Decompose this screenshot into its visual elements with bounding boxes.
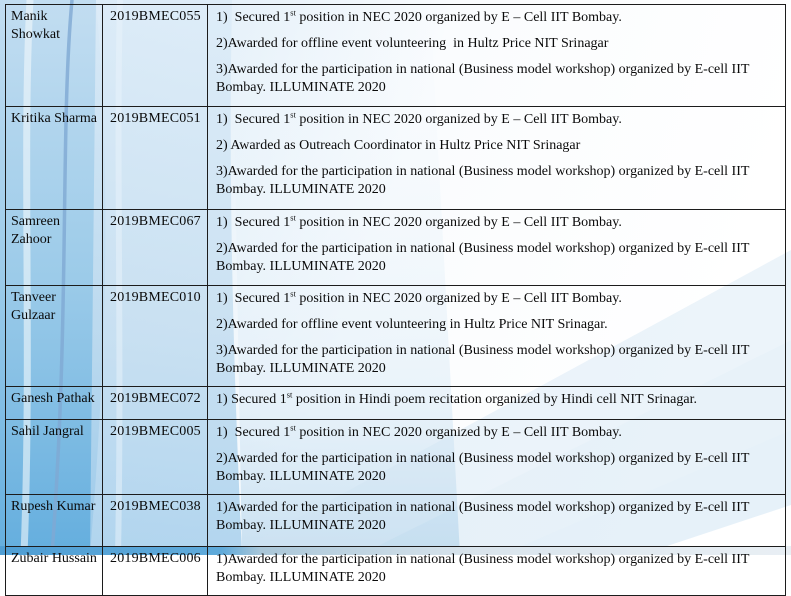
enrollment-cell: 2019BMEC067 [103,210,208,286]
table-row [6,210,786,286]
achievement-line: 3)Awarded for the participation in national (Business model workshop) organized by E-cell IIT Bombay. ILLUMINATE 2020 [216,164,753,197]
achievements-cell [208,387,786,420]
achievement-line: 2) Awarded as Outreach Coordinator in Hultz Price NIT Srinagar [216,138,581,153]
achievements-cell [208,107,786,210]
table-row [6,547,786,596]
achievement-line: 1) Secured 1st position in NEC 2020 organized by E – Cell IIT Bombay. [216,289,622,306]
table-row [6,5,786,107]
achievements-cell [208,547,786,596]
student-name-cell: Rupesh Kumar [6,495,103,547]
student-name-cell: Sahil Jangral [6,420,103,495]
achievement-line: 1)Awarded for the participation in national (Business model workshop) organized by E-cell IIT Bombay. ILLUMINATE 2020 [216,552,753,585]
achievement-line: 2)Awarded for the participation in national (Business model workshop) organized by E-cell IIT Bombay. ILLUMINATE 2020 [216,451,753,484]
achievement-line: 3)Awarded for the participation in national (Business model workshop) organized by E-cell IIT Bombay. ILLUMINATE 2020 [216,343,753,376]
student-name-cell: Tanveer Gulzaar [6,286,103,387]
achievement-line: 1) Secured 1st position in Hindi poem recitation organized by Hindi cell NIT Srinagar. [216,390,697,407]
student-name-cell: Kritika Sharma [6,107,103,210]
enrollment-cell: 2019BMEC005 [103,420,208,495]
student-name-cell: Zubair Hussain [6,547,103,596]
enrollment-cell: 2019BMEC010 [103,286,208,387]
achievement-line: 1) Secured 1st position in NEC 2020 organized by E – Cell IIT Bombay. [216,213,622,230]
enrollment-cell: 2019BMEC051 [103,107,208,210]
table-row [6,387,786,420]
enrollment-cell: 2019BMEC072 [103,387,208,420]
table-row [6,286,786,387]
table-row [6,495,786,547]
enrollment-cell: 2019BMEC055 [103,5,208,107]
achievement-line: 1) Secured 1st position in NEC 2020 organized by E – Cell IIT Bombay. [216,110,622,127]
table-row [6,420,786,495]
student-name-cell: Samreen Zahoor [6,210,103,286]
student-name-cell: Ganesh Pathak [6,387,103,420]
achievement-line: 2)Awarded for offline event volunteering in Hultz Price NIT Srinagar. [216,317,608,332]
achievement-line: 2)Awarded for the participation in national (Business model workshop) organized by E-cell IIT Bombay. ILLUMINATE 2020 [216,241,753,274]
achievements-cell [208,5,786,107]
achievement-line: 1)Awarded for the participation in national (Business model workshop) organized by E-cell IIT Bombay. ILLUMINATE 2020 [216,500,753,533]
table-row [6,107,786,210]
achievement-line: 3)Awarded for the participation in national (Business model workshop) organized by E-cell IIT Bombay. ILLUMINATE 2020 [216,62,753,95]
enrollment-cell: 2019BMEC038 [103,495,208,547]
achievement-line: 2)Awarded for offline event volunteering in Hultz Price NIT Srinagar [216,36,609,51]
achievements-cell [208,495,786,547]
achievement-line: 1) Secured 1st position in NEC 2020 organized by E – Cell IIT Bombay. [216,8,622,25]
achievements-cell [208,210,786,286]
achievements-cell [208,286,786,387]
achievements-cell [208,420,786,495]
student-name-cell: Manik Showkat [6,5,103,107]
achievements-table [5,4,786,596]
enrollment-cell: 2019BMEC006 [103,547,208,596]
achievement-line: 1) Secured 1st position in NEC 2020 organized by E – Cell IIT Bombay. [216,423,622,440]
